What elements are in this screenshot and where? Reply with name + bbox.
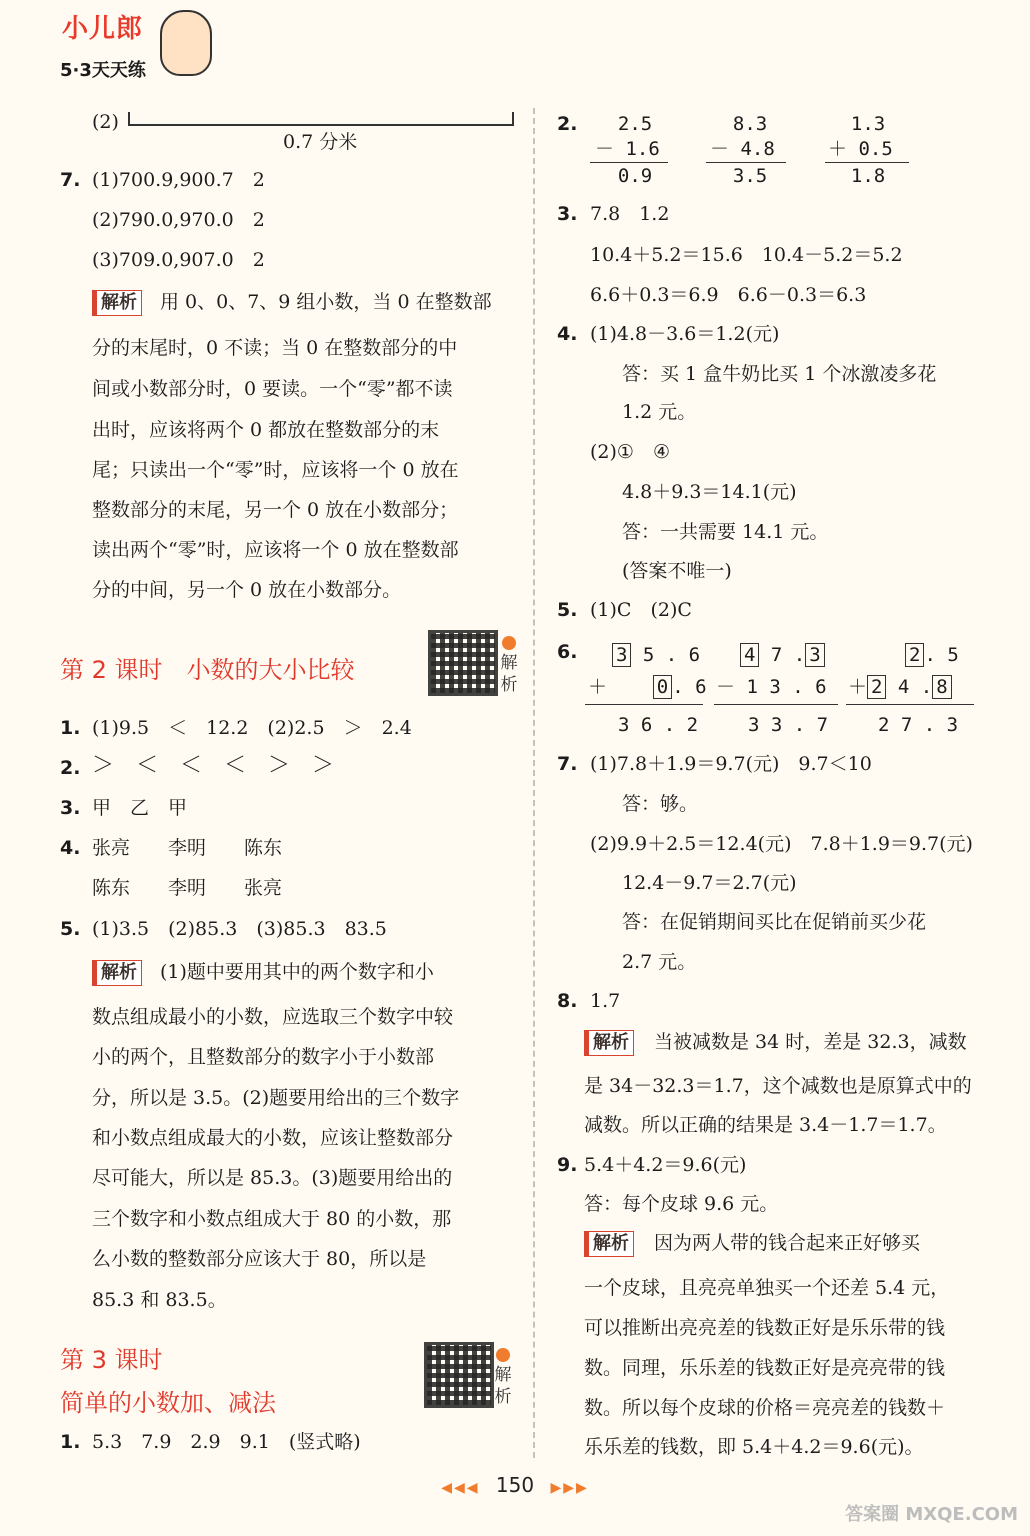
jiexi1-line: 分的末尾时，0 不读；当 0 在整数部分的中: [92, 337, 458, 359]
jiexi2-line: (1)题中要用其中的两个数字和小: [160, 961, 434, 983]
r-q5: (1)C (2)C: [590, 599, 692, 621]
r-q7-line-3: (2)9.9＋2.5＝12.4(元) 7.8＋1.9＝9.7(元): [590, 833, 973, 855]
q6-c3-rule: [846, 704, 974, 705]
answer-box: 2: [867, 675, 886, 699]
q7-line-1: (1)700.9,900.7 2: [92, 169, 265, 191]
l2-q1-number: 1.: [60, 717, 81, 739]
r-q9-number: 9.: [557, 1154, 578, 1176]
q6-c1-rule: [585, 704, 703, 705]
jiexi9-line: 数。所以每个皮球的价格＝亮亮差的钱数＋: [584, 1397, 946, 1419]
r-q3-line-1: 7.8 1.2: [590, 203, 670, 225]
jiexi1-line: 尾；只读出一个“零”时，应该将一个 0 放在: [92, 459, 459, 481]
vertical-calc-1: [595, 112, 660, 189]
q6-c2-op: －: [716, 676, 736, 698]
r-q4-number: 4.: [557, 323, 578, 345]
jiexi2-line: 和小数点组成最大的小数，应该让整数部分: [92, 1127, 454, 1149]
watermark: 答案圈 MXQE.COM: [845, 1504, 1018, 1525]
vc2-a: 8.3: [710, 113, 768, 135]
l3-q1-number: 1.: [60, 1431, 81, 1453]
r-q4-line-6: 答：一共需要 14.1 元。: [622, 521, 829, 543]
column-divider: [533, 108, 535, 1458]
l2-q4-line-2: 陈东 李明 张亮: [92, 877, 283, 899]
r-q4-line-5: 4.8＋9.3＝14.1(元): [622, 481, 797, 503]
segment-line: [128, 124, 514, 126]
jiexi9-line: 可以推断出亮亮差的钱数正好是乐乐带的钱: [584, 1317, 946, 1339]
jiexi1-line: 读出两个“零”时，应该将一个 0 放在整数部: [92, 539, 459, 561]
jiexi2-line: 三个数字和小数点组成大于 80 的小数，那: [92, 1208, 452, 1230]
logo-series-text: 5·3天天练: [60, 60, 146, 81]
r-q3-line-3: 6.6＋0.3＝6.9 6.6－0.3＝6.3: [590, 284, 867, 306]
r-q7-line-1: (1)7.8＋1.9＝9.7(元) 9.7＜10: [590, 753, 872, 775]
jiexi-block-2: [92, 960, 434, 986]
play-arrow-icon: [496, 1348, 510, 1362]
jiexi-block-9: [584, 1231, 920, 1257]
qr-code-icon[interactable]: [428, 630, 498, 696]
jiexi2-line: 尽可能大，所以是 85.3。(3)题要用给出的: [92, 1167, 453, 1189]
answer-box: 0: [653, 675, 672, 699]
jiexi9-line: 因为两人带的钱合起来正好够买: [654, 1232, 921, 1254]
l2-q4-number: 4.: [60, 837, 81, 859]
jiexi1-line: 间或小数部分时，0 要读。一个“零”都不读: [92, 378, 453, 400]
q6-c2-result: 3 3 . 7: [748, 714, 829, 736]
jiexi2-line: 85.3 和 83.5。: [92, 1289, 227, 1311]
qr-label: 解析: [494, 1365, 512, 1407]
answer-box: 3: [805, 643, 824, 667]
q7-line-3: (3)709.0,907.0 2: [92, 249, 265, 271]
q7-number: 7.: [60, 169, 81, 191]
l2-q5: (1)3.5 (2)85.3 (3)85.3 83.5: [92, 918, 387, 940]
q6-2-prefix: (2): [92, 111, 119, 133]
q6-c3-r1: . 5: [924, 644, 959, 666]
jiexi9-line: 数。同理，乐乐差的钱数正好是亮亮带的钱: [584, 1357, 946, 1379]
l3-q1: 5.3 7.9 2.9 9.1 (竖式略): [92, 1431, 361, 1453]
jiexi9-line: 一个皮球，且亮亮单独买一个还差 5.4 元，: [584, 1277, 950, 1299]
r-q4-line-7: (答案不唯一): [622, 560, 732, 582]
jiexi8-line: 当被减数是 34 时，差是 32.3，减数: [654, 1031, 967, 1053]
brand-logo: [60, 4, 210, 84]
r-q8: 1.7: [590, 990, 621, 1012]
vc1-r: 0.9: [595, 165, 653, 187]
q6-c2-rule: [714, 704, 838, 705]
q6-calc3-row1: [905, 643, 959, 667]
jiexi-block-1: [92, 290, 492, 316]
lesson3-title-b: 简单的小数加、减法: [60, 1389, 276, 1417]
play-arrow-icon: [502, 636, 516, 650]
r-q7-line-4: 12.4－9.7＝2.7(元): [622, 872, 797, 894]
answer-box: 3: [612, 643, 631, 667]
right-arrows-icon: ▶▶▶: [550, 1480, 589, 1496]
r-q8-number: 8.: [557, 990, 578, 1012]
jiexi-tag: 解析: [92, 290, 142, 316]
r-q7-number: 7.: [557, 753, 578, 775]
q6-calc2-row2: [716, 675, 827, 699]
q6-calc3-row2: [848, 675, 952, 699]
r-q7-line-5: 答：在促销期间买比在促销前买少花: [622, 911, 927, 933]
lesson3-title-a: 第 3 课时: [60, 1346, 163, 1374]
jiexi9-line: 乐乐差的钱数，即 5.4＋4.2＝9.6(元)。: [584, 1436, 924, 1458]
q6-c3-op: ＋: [848, 676, 868, 698]
r-q3-line-2: 10.4＋5.2＝15.6 10.4－5.2＝5.2: [590, 244, 903, 266]
l2-q1: (1)9.5 ＜ 12.2 (2)2.5 ＞ 2.4: [92, 717, 412, 739]
segment-right-tick: [512, 112, 514, 126]
r-q3-number: 3.: [557, 203, 578, 225]
r-q9-line-1: 5.4＋4.2＝9.6(元): [584, 1154, 747, 1176]
vc3-a: 1.3: [828, 113, 886, 135]
jiexi-tag: 解析: [92, 960, 142, 986]
mascot-icon: [160, 10, 212, 76]
jiexi2-line: 数点组成最小的小数，应选取三个数字中较: [92, 1006, 454, 1028]
vc1-op: － 1.6: [595, 138, 660, 160]
left-arrows-icon: ◀◀◀: [441, 1480, 480, 1496]
page-footer: [0, 1473, 1030, 1497]
jiexi8-line: 是 34－32.3＝1.7，这个减数也是原算式中的: [584, 1075, 972, 1097]
q6-c2-r1: 7 .: [759, 644, 806, 666]
l2-q5-number: 5.: [60, 918, 81, 940]
jiexi1-line: 出时，应该将两个 0 都放在整数部分的末: [92, 419, 440, 441]
q6-c3-result: 2 7 . 3: [878, 714, 959, 736]
qr-code-icon[interactable]: [424, 1342, 494, 1408]
r-q5-number: 5.: [557, 599, 578, 621]
l2-q2-number: 2.: [60, 757, 81, 779]
q6-c1-result: 3 6 . 2: [618, 714, 699, 736]
q6-c2-r2: 1 3 . 6: [735, 676, 827, 698]
vertical-calc-3: [828, 112, 893, 189]
jiexi1-line: 用 0、0、7、9 组小数，当 0 在整数部: [160, 291, 492, 313]
l2-q4-line-1: 张亮 李明 陈东: [92, 837, 283, 859]
r-q7-line-2: 答：够。: [622, 793, 699, 815]
r-q4-line-3: 1.2 元。: [622, 401, 697, 423]
vc3-rule: [825, 162, 909, 163]
l2-q3: 甲 乙 甲: [92, 797, 188, 819]
answer-box: 4: [740, 643, 759, 667]
q6-c1-op: ＋: [588, 676, 608, 698]
l2-q3-number: 3.: [60, 797, 81, 819]
jiexi-tag: 解析: [584, 1030, 634, 1056]
vc2-rule: [706, 162, 786, 163]
q6-c1-r1: 5 . 6: [631, 644, 701, 666]
q7-line-2: (2)790.0,970.0 2: [92, 209, 265, 231]
r-q4-line-4: (2)① ④: [590, 441, 670, 463]
q6-c3-r2: 4 .: [886, 676, 933, 698]
vc3-r: 1.8: [828, 165, 886, 187]
answer-box: 2: [905, 643, 924, 667]
q6-calc1-row2: [588, 675, 707, 699]
r-q6-number: 6.: [557, 641, 578, 663]
jiexi8-line: 减数。所以正确的结果是 3.4－1.7＝1.7。: [584, 1114, 947, 1136]
r-q4-line-2: 答：买 1 盒牛奶比买 1 个冰激凌多花: [622, 363, 937, 385]
vc1-a: 2.5: [595, 113, 653, 135]
lesson2-title: 第 2 课时 小数的大小比较: [60, 656, 355, 684]
answer-box: 8: [932, 675, 951, 699]
r-q9-line-2: 答：每个皮球 9.6 元。: [584, 1193, 779, 1215]
jiexi2-line: 小的两个，且整数部分的数字小于小数部: [92, 1046, 435, 1068]
jiexi2-line: 么小数的整数部分应该大于 80，所以是: [92, 1248, 427, 1270]
r-q2-number: 2.: [557, 113, 578, 135]
qr-label: 解析: [500, 653, 518, 695]
q6-c1-r2: . 6: [672, 676, 707, 698]
l2-q2: ＞ ＜ ＜ ＜ ＞ ＞: [92, 753, 335, 778]
vc2-r: 3.5: [710, 165, 768, 187]
jiexi2-line: 分，所以是 3.5。(2)题要用给出的三个数字: [92, 1087, 460, 1109]
jiexi-block-8: [584, 1030, 967, 1056]
jiexi1-line: 整数部分的末尾，另一个 0 放在小数部分；: [92, 499, 459, 521]
q6-calc1-row1: [612, 643, 700, 667]
r-q7-line-6: 2.7 元。: [622, 951, 697, 973]
jiexi-tag: 解析: [584, 1231, 634, 1257]
q6-calc2-row1: [740, 643, 825, 667]
r-q4-line-1: (1)4.8－3.6＝1.2(元): [590, 323, 780, 345]
vc1-rule: [590, 162, 668, 163]
jiexi1-line: 分的中间，另一个 0 放在小数部分。: [92, 579, 402, 601]
vc3-op: ＋ 0.5: [828, 138, 893, 160]
segment-label: 0.7 分米: [283, 131, 358, 153]
vertical-calc-2: [710, 112, 775, 189]
page-number: 150: [495, 1473, 535, 1497]
logo-brand-text: 小儿郎: [62, 14, 144, 44]
vc2-op: － 4.8: [710, 138, 775, 160]
